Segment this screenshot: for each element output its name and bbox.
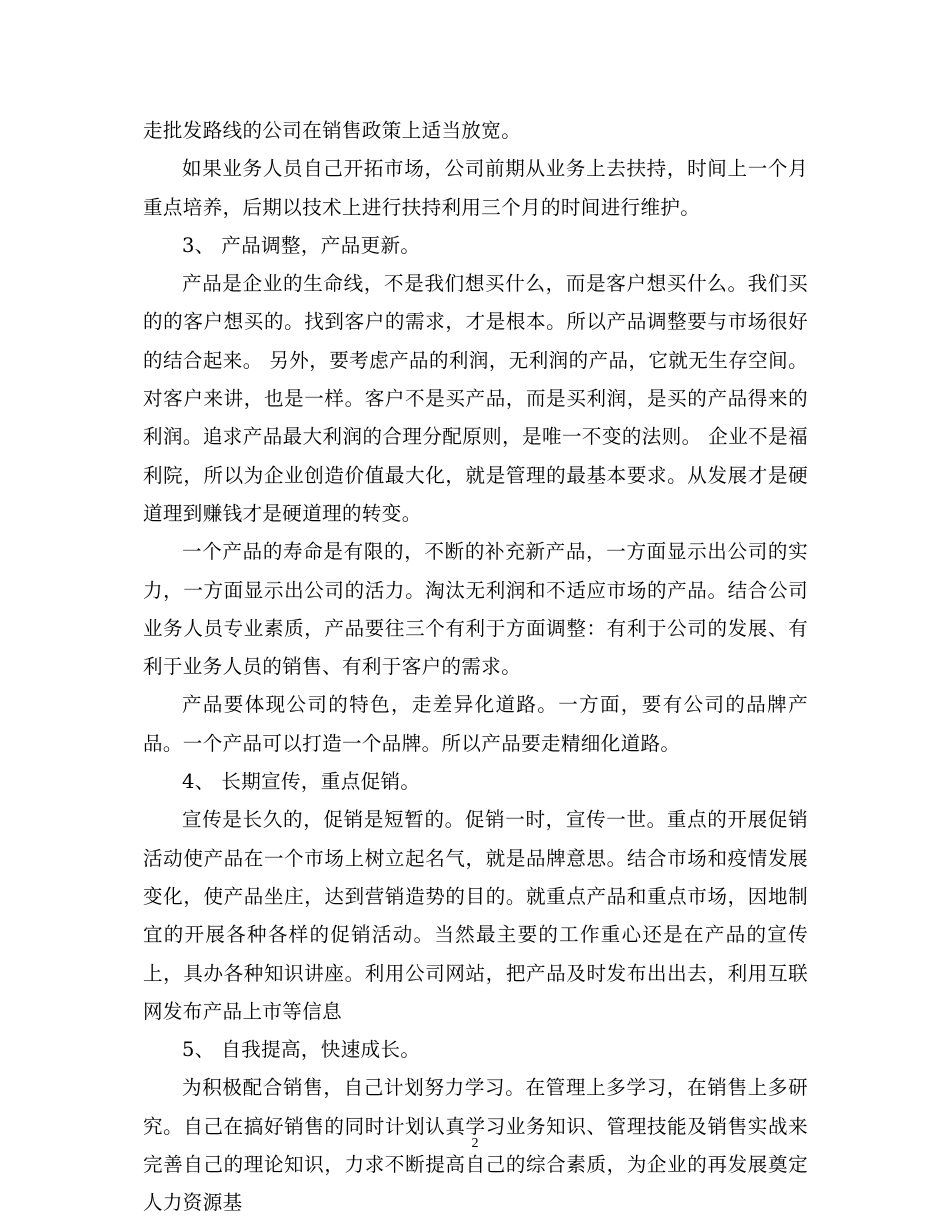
page-number: 2 [471, 1136, 479, 1151]
paragraph: 为积极配合销售，自己计划努力学习。在管理上多学习，在销售上多研究。自己在搞好销售的同时计划认真学习业务知识、管理技能及销售实战来完善自己的理论知识，力求不断提高自己的综合素质，为企业的再发展奠定人力资源基 [143, 1076, 808, 1215]
page-body [143, 112, 808, 1223]
section-heading: 3、 产品调整，产品更新。 [182, 233, 421, 257]
paragraph: 走批发路线的公司在销售政策上适当放宽。 [143, 119, 522, 142]
paragraph: 宣传是长久的，促销是短暂的。促销一时，宣传一世。重点的开展促销活动使产品在一个市场上树立起名气，就是品牌意思。结合市场和疫情发展变化，使产品坐庄，达到营销造势的目的。就重点产品和重点市场，因地制宜的开展各种各样的促销活动。当然最主要的工作重心还是在产品的宣传上，具办各种知识讲座。利用公司网站，把产品及时发布出出去，利用互联网发布产品上市等信息 [143, 808, 808, 1023]
paragraph: 产品是企业的生命线，不是我们想买什么，而是客户想买什么。我们买的的客户想买的。找到客户的需求，才是根本。所以产品调整要与市场很好的结合起来。 另外，要考虑产品的利润，无利润的产品，它就无生存空间。对客户来讲，也是一样。客户不是买产品，而是买利润，是买的产品得来的利润。追求产品最大利润的合理分配原则，是唯一不变的法则。 企业不是福利院，所以为企业创造价值最大化，就是管理的最基本要求。从发展才是硬道理到赚钱才是硬道理的转变。 [143, 272, 808, 525]
paragraph: 如果业务人员自己开拓市场，公司前期从业务上去扶持，时间上一个月重点培养，后期以技术上进行扶持利用三个月的时间进行维护。 [143, 157, 808, 219]
paragraph: 产品要体现公司的特色，走差异化道路。一方面，要有公司的品牌产品。一个产品可以打造一个品牌。所以产品要走精细化道路。 [143, 693, 808, 755]
section-heading: 5、 自我提高，快速成长。 [182, 1038, 421, 1062]
paragraph: 一个产品的寿命是有限的，不断的补充新产品，一方面显示出公司的实力，一方面显示出公司的活力。淘汰无利润和不适应市场的产品。结合公司业务人员专业素质，产品要往三个有利于方面调整：有利于公司的发展、有利于业务人员的销售、有利于客户的需求。 [143, 540, 808, 679]
section-heading: 4、 长期宣传，重点促销。 [182, 770, 421, 794]
